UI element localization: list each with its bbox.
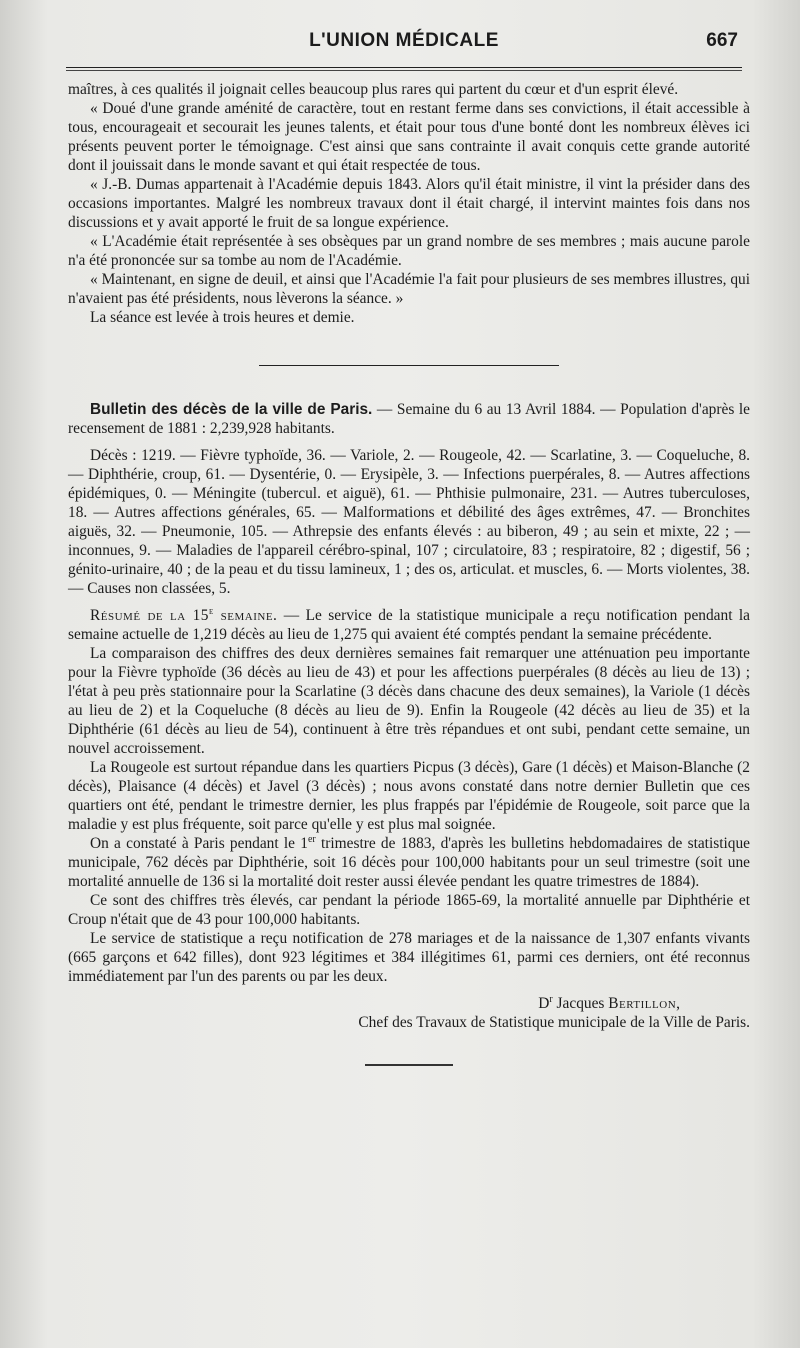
signature-surname: Bertillon: [608, 995, 677, 1012]
signature-prefix: D: [538, 995, 550, 1012]
resume-label: [90, 607, 277, 624]
signature-title: Chef des Travaux de Statistique municipale de la Ville de Paris.: [358, 1014, 750, 1031]
spacer: [68, 438, 750, 446]
quarter-text-b: trimestre de 1883, d'après les bulletins hebdomadaires de statistique municipale, 762 décès par Diphthérie, soit 16 décès pour 100,000 habitants pour un seul trimestre (soit une mortalité annuelle de 136 si la mortalité doit rester aussi élevée pendant les quatre trimestres de 1884).: [68, 835, 750, 890]
quarter-paragraph: [68, 834, 750, 891]
page-header: [70, 30, 738, 60]
spacer: [68, 986, 750, 994]
bulletin-heading-details: — Semaine du 6 au 13 Avril 1884. — Population d'après le recensement de 1881 : 2,239,928 habitants.: [68, 401, 750, 437]
end-ornament-rule: [365, 1064, 453, 1066]
running-title: L'UNION MÉDICALE: [309, 30, 499, 51]
page-number: 667: [706, 30, 738, 51]
comparison-paragraph: La comparaison des chiffres des deux dernières semaines fait remarquer une atténuation peu importante pour la Fièvre typhoïde (36 décès au lieu de 43) et pour les affections puerpérales (8 décès au lieu de 13) ; l'état à peu près stationnaire pour la Scarlatine (3 décès dans chacune des deux semaines), la Variole (1 décès au lieu de 2) et la Coqueluche (8 décès au lieu de 9). Enfin la Rougeole (42 décès au lieu de 35) et la Diphthérie (61 décès au lieu de 54), continuent à être très répandues et ont subi, pendant cette semaine, un nouvel accroissement.: [68, 645, 750, 757]
resume-label-text-2: semaine.: [213, 607, 278, 624]
spacer: [68, 598, 750, 606]
continuation-paragraph-4: « L'Académie était représentée à ses obsèques par un grand nombre de ses membres ; mais aucune parole n'a été prononcée sur sa tombe au nom de l'Académie.: [68, 233, 750, 269]
measles-paragraph: La Rougeole est surtout répandue dans les quartiers Picpus (3 décès), Gare (1 décès) et Maison-Blanche (2 décès), Plaisance (4 décès) et Javel (3 décès) ; nous avons constaté dans notre dernier Bulletin que ces quartiers ont été, pendant le trimestre dernier, les plus frappés par l'épidémie de Rougeole, soit parce que la maladie y est plus fréquente, soit parce qu'elle y est plus mal soignée.: [68, 759, 750, 833]
bulletin-heading: [68, 400, 750, 438]
continuation-paragraph-3: « J.-B. Dumas appartenait à l'Académie depuis 1843. Alors qu'il était ministre, il vint la présider dans des occasions importantes. Malgré les nombreux travaux dont il était chargé, il intervint maintes fois dans nos discussions et y avait apporté le fruit de sa longue expérience.: [68, 176, 750, 231]
bulletin-heading-title: Bulletin des décès de la ville de Paris.: [90, 401, 373, 418]
deaths-list: Décès : 1219. — Fièvre typhoïde, 36. — Variole, 2. — Rougeole, 42. — Scarlatine, 3. — Coqueluche, 8. — Diphthérie, croup, 61. — Dysentérie, 0. — Erysipèle, 3. — Infections puerpérales, 8. — Autres affections épidémiques, 0. — Méningite (tubercul. et aiguë), 61. — Phthisie pulmonaire, 231. — Autres tuberculoses, 18. — Autres affections générales, 65. — Malformations et débilité des âges extrêmes, 47. — Bronchites aiguës, 32. — Pneumonie, 105. — Athrepsie des enfants élevés : au biberon, 49 ; au sein et mixte, 22 ; — inconnues, 9. — Maladies de l'appareil cérébro-spinal, 107 ; circulatoire, 83 ; respiratoire, 82 ; digestif, 56 ; génito-urinaire, 40 ; de la peau et du tissu lamineux, 1 ; des os, articulat. et muscles, 6. — Morts violentes, 38. — Causes non classées, 5.: [68, 447, 750, 597]
section-divider: [259, 365, 559, 366]
body-text: [68, 80, 750, 1066]
closing-line: La séance est levée à trois heures et demie.: [90, 309, 355, 326]
resume-text: — Le service de la statistique municipale a reçu notification pendant la semaine actuelle de 1,219 décès au lieu de 1,275 qui avaient été comptés pendant la semaine précédente.: [68, 607, 750, 643]
resume-label-text: Résumé de la 15: [90, 607, 209, 624]
signature-name-first: Jacques: [552, 995, 609, 1012]
figures-paragraph: Ce sont des chiffres très élevés, car pendant la période 1865-69, la mortalité annuelle par Diphthérie et Croup n'était que de 43 pour 100,000 habitants.: [68, 892, 750, 928]
continuation-paragraph-2: « Doué d'une grande aménité de caractère, tout en restant ferme dans ses convictions, il était accessible à tous, encourageait et secourait les jeunes talents, et était pour tous d'une bonté dont les nombreux élèves ici présents peuvent porter le témoignage. C'est ainsi que sans contrainte il avait conquis cette grande autorité dont il jouissait dans le monde savant et qui était respectée de tous.: [68, 100, 750, 174]
signature-prefix-sup: r: [549, 993, 553, 1005]
quarter-sup: er: [307, 833, 316, 845]
quarter-text-a: On a constaté à Paris pendant le 1: [90, 835, 308, 852]
continuation-paragraph-5: « Maintenant, en signe de deuil, et ainsi que l'Académie l'a fait pour plusieurs de ses membres illustres, qui n'avaient pas été présidents, nous lèverons la séance. »: [68, 271, 750, 307]
header-rule: [66, 67, 742, 71]
resume-paragraph: [68, 606, 750, 644]
continuation-paragraph-1: maîtres, à ces qualités il joignait celles beaucoup plus rares qui partent du cœur et d'un esprit élevé.: [68, 81, 679, 98]
marriages-paragraph: Le service de statistique a reçu notification de 278 mariages et de la naissance de 1,307 enfants vivants (665 garçons et 642 filles), dont 923 légitimes et 384 illégitimes 61, parmi ces derniers, ont été reconnus immédiatement par l'un des parents ou par les deux.: [68, 930, 750, 985]
signature-name: [68, 994, 750, 1013]
signature-comma: ,: [676, 995, 680, 1012]
resume-label-sup: e: [208, 605, 214, 617]
